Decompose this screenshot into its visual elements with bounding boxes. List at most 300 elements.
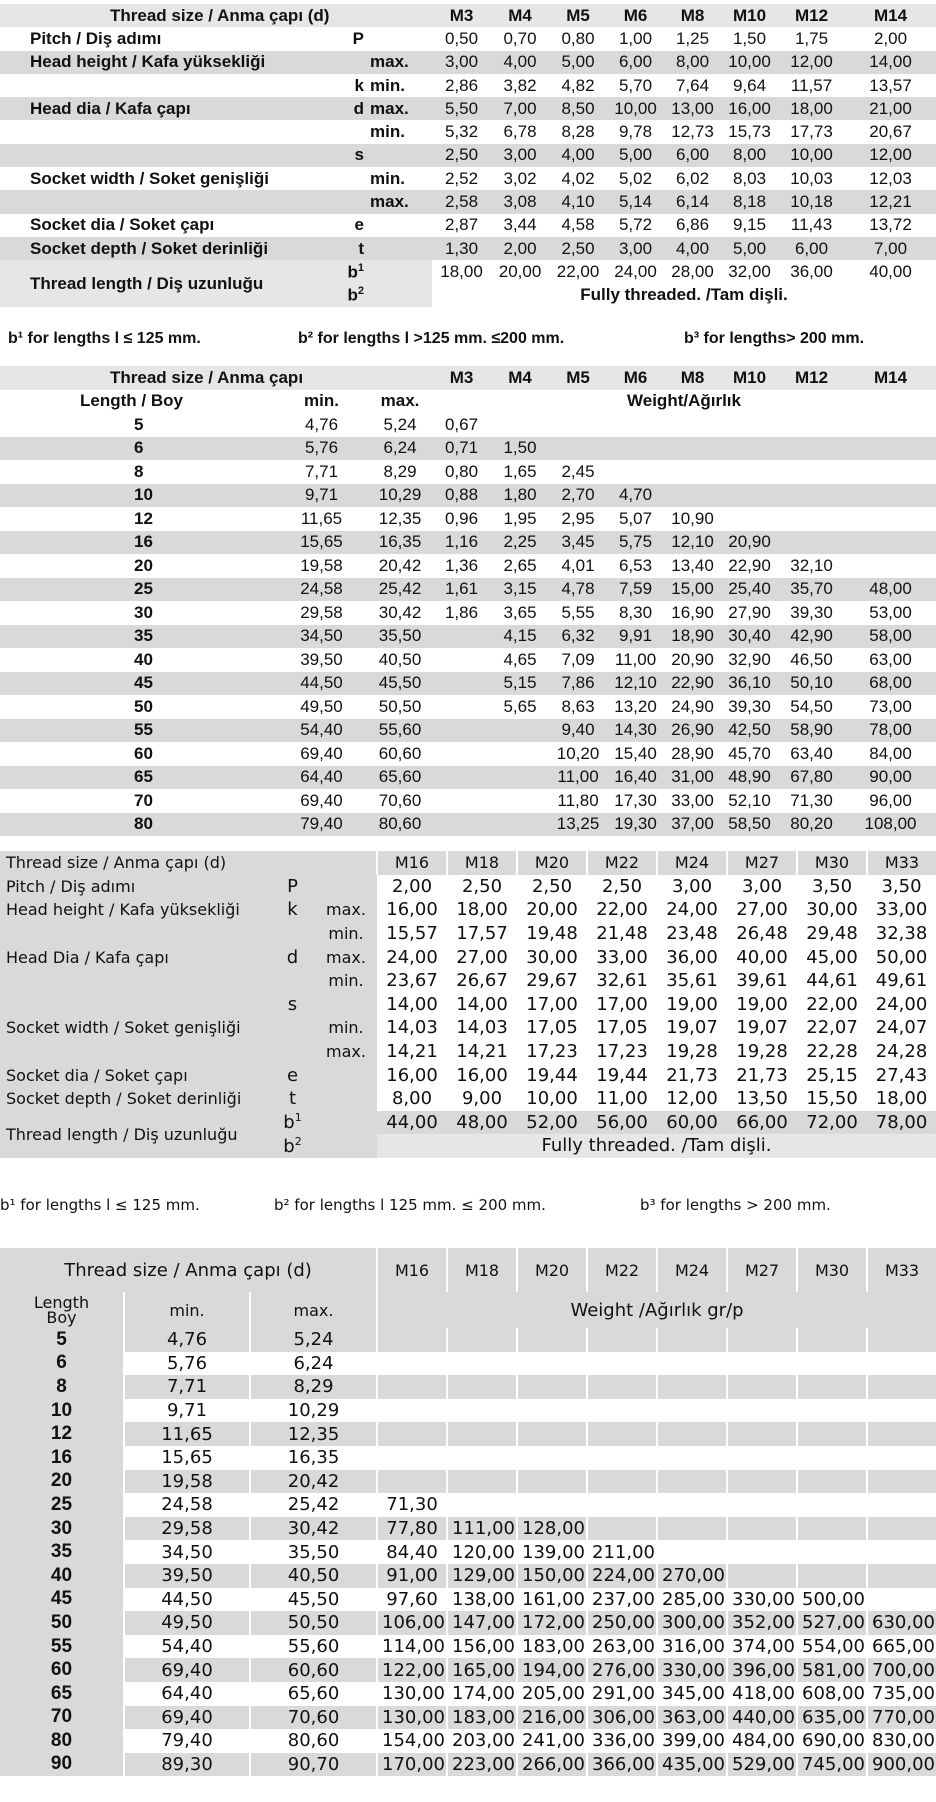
weight-cell: [867, 1588, 936, 1612]
weight-cell: 3,15: [503, 579, 537, 599]
value-cell: 10,00: [614, 98, 657, 118]
row-sublabel: [368, 214, 432, 237]
weight-cell: 263,00: [587, 1635, 657, 1659]
value-cell: 17,23: [517, 1040, 587, 1064]
weight-cell: 25,40: [728, 579, 771, 599]
weight-cell: [721, 484, 778, 508]
length-cell: 60: [0, 1658, 124, 1682]
weight-cell: [664, 484, 721, 508]
weight-cell: [377, 1399, 447, 1423]
table-row: [0, 875, 936, 899]
value-cell: 7,00: [503, 98, 537, 118]
table-row: [0, 1422, 936, 1446]
weight-cell: 418,00: [727, 1682, 797, 1706]
min-cell: 34,50: [300, 626, 343, 646]
weight-cell: 96,00: [869, 790, 912, 810]
weight-cell: [377, 1470, 447, 1494]
max-cell: 70,60: [250, 1706, 377, 1730]
length-cell: 6: [134, 438, 144, 458]
value-cell: 14,03: [447, 1016, 517, 1040]
weight-cell: [491, 766, 549, 790]
value-cell: 18,00: [440, 261, 483, 281]
value-cell: 25,15: [797, 1063, 867, 1087]
value-cell: 1,00: [618, 28, 653, 48]
table-row: [0, 554, 936, 578]
weight-cell: 128,00: [517, 1517, 587, 1541]
value-cell: 1,25: [675, 28, 710, 48]
weight-cell: 77,80: [377, 1517, 447, 1541]
weight-cell: [664, 437, 721, 461]
size-header: M24: [657, 851, 727, 875]
length-cell: 20: [134, 555, 153, 575]
value-cell: 2,50: [447, 875, 517, 899]
weight-cell: 500,00: [797, 1588, 867, 1612]
weight-cell: 130,00: [377, 1682, 447, 1706]
weight-cell: [797, 1564, 867, 1588]
weight-cell: [797, 1399, 867, 1423]
weight-cell: 22,90: [671, 673, 714, 693]
thread-size-title: Thread size / Anma çapı (d): [64, 1259, 312, 1281]
size-header: M27: [727, 851, 797, 875]
value-cell: 10,00: [517, 1087, 587, 1111]
weight-cell: 529,00: [727, 1753, 797, 1777]
value-cell: 3,00: [727, 875, 797, 899]
weight-cell: [778, 507, 845, 531]
weight-cell: 15,40: [614, 743, 657, 763]
length-cell: 40: [0, 1564, 124, 1588]
value-cell: 14,21: [447, 1040, 517, 1064]
max-cell: 25,42: [378, 579, 422, 599]
min-cell: 69,40: [300, 743, 343, 763]
min-cell: 29,58: [300, 602, 343, 622]
value-cell: 9,64: [732, 75, 767, 95]
row-label: Thread length / Diş uzunluğu: [0, 260, 300, 307]
min-cell: 39,50: [124, 1564, 250, 1588]
value-cell: 3,50: [867, 875, 936, 899]
table-row: [0, 1328, 936, 1352]
row-symbol: k: [270, 898, 315, 922]
weight-cell: [491, 789, 549, 813]
b-index: 2: [357, 284, 364, 297]
value-cell: 33,00: [587, 945, 657, 969]
weight-header: Weight/Ağırlık: [627, 391, 741, 411]
value-cell: 3,00: [618, 238, 653, 258]
min-cell: 4,76: [304, 414, 339, 434]
value-cell: 6,00: [675, 145, 710, 165]
weight-cell: [377, 1352, 447, 1376]
min-header: min.: [304, 391, 339, 411]
row-label: Socket depth / Soket derinliği: [30, 238, 269, 258]
value-cell: 18,00: [447, 898, 517, 922]
header-row: [0, 1248, 936, 1292]
value-cell: 6,14: [675, 192, 710, 212]
table-row: [0, 1493, 936, 1517]
size-header: M14: [873, 5, 908, 25]
weight-cell: [867, 1446, 936, 1470]
weight-cell: 9,91: [618, 626, 653, 646]
weight-cell: 161,00: [517, 1588, 587, 1612]
table-row: [0, 1706, 936, 1730]
min-cell: 44,50: [300, 673, 343, 693]
value-cell: 12,73: [671, 122, 714, 142]
weight-cell: 42,90: [790, 626, 833, 646]
header-row: [0, 366, 936, 390]
weight-cell: [447, 1375, 517, 1399]
table-row: [0, 120, 936, 143]
value-cell: 3,00: [657, 875, 727, 899]
value-cell: 2,00: [503, 238, 537, 258]
weight-cell: [447, 1470, 517, 1494]
weight-cell: 32,90: [728, 649, 771, 669]
row-label: Socket dia / Soket çapı: [30, 215, 215, 235]
weight-cell: 80,20: [790, 814, 833, 834]
weight-cell: [491, 742, 549, 766]
weight-cell: [607, 413, 664, 437]
value-cell: 19,07: [727, 1016, 797, 1040]
header-row: [0, 4, 936, 27]
size-header: M6: [623, 5, 648, 25]
weight-cell: 54,50: [790, 696, 833, 716]
value-cell: 36,00: [657, 945, 727, 969]
weight-cell: 139,00: [517, 1540, 587, 1564]
value-cell: 8,00: [675, 52, 710, 72]
max-cell: 55,60: [378, 720, 422, 740]
table-row: [0, 993, 936, 1017]
weight-cell: [727, 1422, 797, 1446]
row-symbol: P: [352, 28, 364, 48]
min-cell: 79,40: [300, 814, 343, 834]
value-cell: 12,00: [657, 1087, 727, 1111]
weight-cell: 352,00: [727, 1611, 797, 1635]
weight-cell: 106,00: [377, 1611, 447, 1635]
value-cell: 5,02: [618, 168, 653, 188]
row-sublabel: [315, 875, 377, 899]
header-row: [0, 851, 936, 875]
weight-cell: [797, 1328, 867, 1352]
value-cell: 0,80: [561, 28, 595, 48]
table-row: [0, 969, 936, 993]
value-cell: 9,15: [732, 215, 767, 235]
row-symbol: d: [270, 945, 315, 969]
value-cell: 8,00: [732, 145, 767, 165]
weight-cell: 396,00: [727, 1658, 797, 1682]
max-cell: 50,50: [250, 1611, 377, 1635]
max-cell: 20,42: [378, 555, 422, 575]
weight-cell: 63,40: [790, 743, 833, 763]
weight-cell: 28,90: [671, 743, 714, 763]
weight-cell: [867, 1540, 936, 1564]
row-symbol: [300, 120, 368, 143]
weight-cell: [549, 437, 607, 461]
value-cell: 2,50: [587, 875, 657, 899]
weight-cell: [432, 719, 491, 743]
table-row: [0, 74, 936, 97]
weight-cell: 0,67: [444, 414, 479, 434]
weight-cell: 138,00: [447, 1588, 517, 1612]
weight-cell: [727, 1493, 797, 1517]
min-cell: 79,40: [124, 1729, 250, 1753]
value-cell: 5,72: [618, 215, 653, 235]
note-b2: b² for lengths l >125 mm. ≤200 mm.: [298, 330, 565, 347]
size-header: M33: [867, 1248, 936, 1292]
row-symbol: [300, 190, 368, 213]
value-cell: 20,00: [517, 898, 587, 922]
value-cell: 13,00: [671, 98, 714, 118]
value-cell: 48,00: [447, 1111, 517, 1135]
value-cell: 16,00: [377, 898, 447, 922]
weight-cell: 12,10: [671, 532, 714, 552]
weight-cell: 2,65: [503, 555, 537, 575]
boy-label: Boy: [46, 1308, 77, 1327]
length-cell: 80: [0, 1729, 124, 1753]
fully-threaded-note: Fully threaded. /Tam dişli.: [580, 285, 788, 305]
weight-cell: [447, 1328, 517, 1352]
value-cell: 19,44: [587, 1063, 657, 1087]
table-row: [0, 766, 936, 790]
weight-cell: 581,00: [797, 1658, 867, 1682]
row-symbol: [270, 1111, 315, 1135]
max-cell: 16,35: [250, 1446, 377, 1470]
weight-cell: 30,40: [728, 626, 771, 646]
row-symbol: [270, 1040, 315, 1064]
max-cell: 12,35: [378, 508, 422, 528]
value-cell: 5,32: [444, 122, 479, 142]
weight-cell: 5,07: [618, 508, 653, 528]
weight-cell: 84,40: [377, 1540, 447, 1564]
value-cell: 24,00: [377, 945, 447, 969]
value-cell: 19,28: [727, 1040, 797, 1064]
size-header: M16: [377, 1248, 447, 1292]
table-weights-m3-m14: [0, 366, 936, 836]
weight-cell: 527,00: [797, 1611, 867, 1635]
value-cell: 22,00: [587, 898, 657, 922]
weight-cell: [657, 1422, 727, 1446]
weight-cell: 300,00: [657, 1611, 727, 1635]
value-cell: 14,00: [869, 52, 912, 72]
value-cell: 45,00: [797, 945, 867, 969]
thread-size-title: Thread size / Anma çapı (d): [6, 853, 227, 873]
weight-cell: 48,90: [728, 767, 771, 787]
weight-cell: [867, 1564, 936, 1588]
size-header: M6: [623, 367, 648, 387]
table-row: [0, 1087, 936, 1111]
value-cell: 4,02: [561, 168, 595, 188]
value-cell: 3,00: [503, 145, 537, 165]
value-cell: 17,73: [790, 122, 833, 142]
weight-cell: 665,00: [867, 1635, 936, 1659]
min-cell: 24,58: [300, 579, 343, 599]
size-header: M4: [508, 5, 532, 25]
weight-cell: 165,00: [447, 1658, 517, 1682]
table-dimensions-m3-m14: [0, 4, 936, 307]
max-cell: 80,60: [378, 814, 422, 834]
weight-cell: [491, 719, 549, 743]
weight-cell: 16,40: [614, 767, 657, 787]
weight-cell: 3,65: [503, 602, 537, 622]
weight-cell: 13,40: [671, 555, 714, 575]
table-row: [0, 1658, 936, 1682]
weight-cell: 8,63: [561, 696, 595, 716]
weight-cell: 11,80: [557, 790, 599, 810]
weight-cell: 20,90: [671, 649, 714, 669]
weight-cell: [721, 507, 778, 531]
weight-cell: 5,65: [503, 696, 537, 716]
min-cell: 7,71: [304, 461, 339, 481]
length-cell: 55: [134, 720, 153, 740]
header-row: [0, 1292, 936, 1328]
value-cell: 44,00: [377, 1111, 447, 1135]
value-cell: 33,00: [867, 898, 936, 922]
length-cell: 8: [0, 1375, 124, 1399]
value-cell: 21,00: [869, 98, 912, 118]
table-row: [0, 260, 936, 283]
weight-cell: [867, 1352, 936, 1376]
b-symbol: b: [283, 1135, 295, 1157]
value-cell: 9,78: [618, 122, 653, 142]
size-header: M8: [680, 367, 705, 387]
size-header: M16: [377, 851, 447, 875]
value-cell: 20,00: [498, 261, 542, 281]
table-row: [0, 922, 936, 946]
value-cell: 2,52: [444, 168, 479, 188]
table-row: [0, 1352, 936, 1376]
weight-cell: 13,20: [614, 696, 657, 716]
value-cell: 36,00: [790, 261, 833, 281]
value-cell: 4,00: [675, 238, 710, 258]
value-cell: 26,67: [447, 969, 517, 993]
weight-cell: 183,00: [517, 1635, 587, 1659]
weight-cell: [867, 1470, 936, 1494]
weight-cell: 0,88: [444, 485, 479, 505]
value-cell: 4,10: [561, 192, 595, 212]
weight-cell: [845, 554, 936, 578]
weight-cell: [845, 507, 936, 531]
value-cell: 6,78: [503, 122, 537, 142]
min-cell: 54,40: [300, 720, 343, 740]
table-row: [0, 1399, 936, 1423]
weight-cell: [432, 672, 491, 696]
value-cell: 5,00: [732, 238, 767, 258]
value-cell: 0,70: [503, 28, 537, 48]
table-row: [0, 1611, 936, 1635]
weight-cell: [657, 1352, 727, 1376]
value-cell: 14,03: [377, 1016, 447, 1040]
value-cell: 14,21: [377, 1040, 447, 1064]
length-label: Length: [33, 1293, 90, 1312]
min-cell: 54,40: [124, 1635, 250, 1659]
weight-cell: [657, 1328, 727, 1352]
max-cell: 10,29: [378, 485, 422, 505]
value-cell: 50,00: [867, 945, 936, 969]
table-row: [0, 695, 936, 719]
value-cell: 17,23: [587, 1040, 657, 1064]
weight-cell: 700,00: [867, 1658, 936, 1682]
weight-cell: [845, 437, 936, 461]
weight-cell: [867, 1328, 936, 1352]
weight-cell: 31,00: [671, 767, 714, 787]
weight-cell: 84,00: [869, 743, 912, 763]
min-cell: 15,65: [300, 532, 343, 552]
weight-cell: [517, 1493, 587, 1517]
weight-cell: [797, 1375, 867, 1399]
weight-cell: 1,80: [503, 485, 537, 505]
value-cell: 3,82: [503, 75, 537, 95]
weight-cell: [867, 1422, 936, 1446]
value-cell: 22,07: [797, 1016, 867, 1040]
max-cell: 80,60: [250, 1729, 377, 1753]
weight-cell: 194,00: [517, 1658, 587, 1682]
max-cell: 45,50: [378, 673, 422, 693]
weight-cell: 19,30: [614, 814, 657, 834]
weight-cell: 14,30: [614, 720, 657, 740]
max-cell: 50,50: [378, 696, 422, 716]
weight-cell: 35,70: [790, 579, 833, 599]
max-cell: 25,42: [250, 1493, 377, 1517]
weight-cell: [587, 1517, 657, 1541]
weight-cell: [587, 1375, 657, 1399]
note-b3: b³ for lengths> 200 mm.: [684, 330, 865, 347]
value-cell: 11,57: [790, 75, 833, 95]
table-row: [0, 1111, 936, 1135]
size-header: M14: [873, 367, 908, 387]
weight-cell: 16,90: [671, 602, 714, 622]
weight-cell: 120,00: [447, 1540, 517, 1564]
table-row: [0, 214, 936, 237]
max-cell: 6,24: [383, 438, 417, 458]
weight-cell: [447, 1352, 517, 1376]
value-cell: 9,00: [447, 1087, 517, 1111]
length-cell: 30: [134, 602, 153, 622]
length-header: [0, 1292, 124, 1328]
weight-cell: 10,20: [556, 743, 600, 763]
weight-cell: [607, 437, 664, 461]
size-header: M3: [449, 367, 474, 387]
min-cell: 69,40: [124, 1658, 250, 1682]
weight-cell: 122,00: [377, 1658, 447, 1682]
weight-cell: 174,00: [447, 1682, 517, 1706]
weight-cell: [845, 531, 936, 555]
row-sublabel: max.: [315, 898, 377, 922]
value-cell: 13,72: [869, 215, 912, 235]
max-cell: 35,50: [250, 1540, 377, 1564]
value-cell: 2,50: [444, 145, 479, 165]
value-cell: 19,07: [657, 1016, 727, 1040]
row-sublabel: [315, 1134, 377, 1158]
value-cell: 18,00: [867, 1087, 936, 1111]
size-header: M33: [867, 851, 936, 875]
value-cell: 17,00: [587, 993, 657, 1017]
weight-cell: 830,00: [867, 1729, 936, 1753]
weight-cell: 0,96: [444, 508, 479, 528]
weight-cell: 1,95: [503, 508, 537, 528]
min-cell: 89,30: [124, 1753, 250, 1777]
weight-cell: [778, 413, 845, 437]
row-sublabel: max.: [370, 192, 409, 212]
value-cell: 27,00: [727, 898, 797, 922]
row-label: [0, 74, 300, 97]
row-label: Socket dia / Soket çapı: [0, 1063, 270, 1087]
value-cell: 14,00: [447, 993, 517, 1017]
value-cell: 22,00: [797, 993, 867, 1017]
weight-cell: 130,00: [377, 1706, 447, 1730]
value-cell: 20,67: [869, 122, 912, 142]
value-cell: 8,50: [561, 98, 595, 118]
weight-cell: [867, 1517, 936, 1541]
weight-cell: [517, 1352, 587, 1376]
max-cell: 35,50: [378, 626, 422, 646]
weight-cell: 13,25: [556, 814, 600, 834]
weight-cell: 50,10: [790, 673, 833, 693]
